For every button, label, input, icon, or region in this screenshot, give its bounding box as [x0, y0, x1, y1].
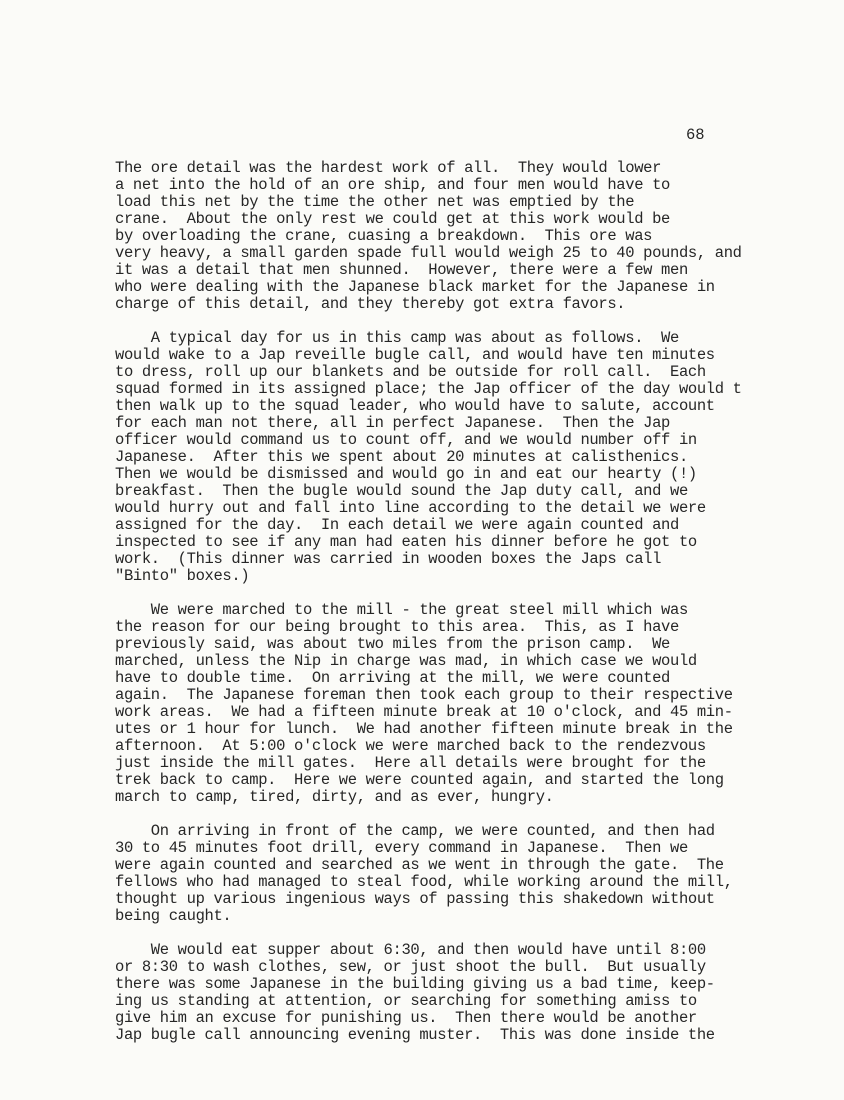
text-line: it was a detail that men shunned. However, there were a few men [115, 261, 688, 279]
text-line: A typical day for us in this camp was about as follows. We [115, 329, 679, 347]
text-line: charge of this detail, and they thereby got extra favors. [115, 295, 626, 313]
text-line: "Binto" boxes.) [115, 567, 250, 585]
paragraph [115, 602, 835, 806]
text-line: again. The Japanese foreman then took each group to their respective [115, 686, 733, 704]
text-line: there was some Japanese in the building giving us a bad time, keep- [115, 975, 715, 993]
text-line: trek back to camp. Here we were counted again, and started the long [115, 771, 724, 789]
text-line: ing us standing at attention, or searching for something amiss to [115, 992, 697, 1010]
text-line: On arriving in front of the camp, we were counted, and then had [115, 822, 715, 840]
paragraph [115, 823, 835, 925]
text-line: just inside the mill gates. Here all details were brought for the [115, 754, 706, 772]
text-line: march to camp, tired, dirty, and as ever, hungry. [115, 788, 554, 806]
text-line: the reason for our being brought to this area. This, as I have [115, 618, 679, 636]
text-line: for each man not there, all in perfect Japanese. Then the Jap [115, 414, 670, 432]
text-line: would hurry out and fall into line according to the detail we were [115, 499, 706, 517]
text-line: afternoon. At 5:00 o'clock we were marched back to the rendezvous [115, 737, 706, 755]
text-line: We were marched to the mill - the great steel mill which was [115, 601, 688, 619]
text-line: inspected to see if any man had eaten his dinner before he got to [115, 533, 697, 551]
text-line: work areas. We had a fifteen minute break at 10 o'clock, and 45 min- [115, 703, 733, 721]
text-line: Then we would be dismissed and would go in and eat our hearty (!) [115, 465, 697, 483]
text-line: were again counted and searched as we went in through the gate. The [115, 856, 724, 874]
text-line: squad formed in its assigned place; the Jap officer of the day would t [115, 380, 742, 398]
text-line: Jap bugle call announcing evening muster. This was done inside the [115, 1026, 715, 1044]
paragraph [115, 942, 835, 1044]
text-line: would wake to a Jap reveille bugle call, and would have ten minutes [115, 346, 715, 364]
text-line: 30 to 45 minutes foot drill, every command in Japanese. Then we [115, 839, 688, 857]
text-line: previously said, was about two miles from the prison camp. We [115, 635, 670, 653]
text-line: to dress, roll up our blankets and be outside for roll call. Each [115, 363, 706, 381]
page-number: 68 [686, 126, 705, 144]
text-line: The ore detail was the hardest work of all. They would lower [115, 159, 662, 177]
text-line: by overloading the crane, cuasing a breakdown. This ore was [115, 227, 653, 245]
paragraph [115, 330, 835, 585]
text-line: officer would command us to count off, and we would number off in [115, 431, 697, 449]
text-line: We would eat supper about 6:30, and then would have until 8:00 [115, 941, 706, 959]
text-line: thought up various ingenious ways of passing this shakedown without [115, 890, 715, 908]
text-line: being caught. [115, 907, 232, 925]
text-line: give him an excuse for punishing us. Then there would be another [115, 1009, 697, 1027]
text-line: who were dealing with the Japanese black market for the Japanese in [115, 278, 715, 296]
text-line: utes or 1 hour for lunch. We had another fifteen minute break in the [115, 720, 733, 738]
text-line: a net into the hold of an ore ship, and four men would have to [115, 176, 670, 194]
text-line: load this net by the time the other net was emptied by the [115, 193, 635, 211]
paragraph [115, 160, 835, 313]
text-line: or 8:30 to wash clothes, sew, or just shoot the bull. But usually [115, 958, 706, 976]
text-line: then walk up to the squad leader, who would have to salute, account [115, 397, 715, 415]
text-line: breakfast. Then the bugle would sound the Jap duty call, and we [115, 482, 688, 500]
text-line: fellows who had managed to steal food, while working around the mill, [115, 873, 733, 891]
text-line: have to double time. On arriving at the mill, we were counted [115, 669, 670, 687]
text-line: very heavy, a small garden spade full would weigh 25 to 40 pounds, and [115, 244, 742, 262]
text-line: assigned for the day. In each detail we were again counted and [115, 516, 679, 534]
body-text [115, 160, 835, 1061]
text-line: Japanese. After this we spent about 20 minutes at calisthenics. [115, 448, 688, 466]
text-line: crane. About the only rest we could get at this work would be [115, 210, 670, 228]
text-line: marched, unless the Nip in charge was mad, in which case we would [115, 652, 697, 670]
text-line: work. (This dinner was carried in wooden boxes the Japs call [115, 550, 662, 568]
